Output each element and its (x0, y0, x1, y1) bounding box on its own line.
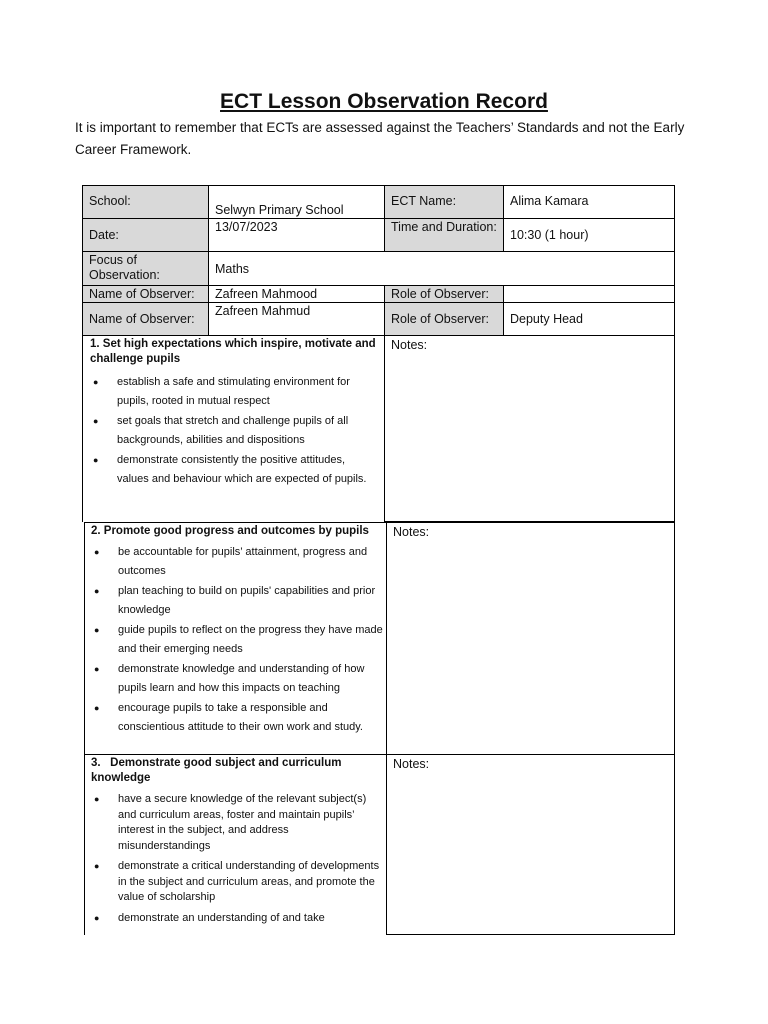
standard-1-section (82, 335, 385, 522)
standard-2-list (91, 543, 383, 736)
time-value-cell (503, 218, 675, 252)
list-item: ● encourage pupils to take a responsible and conscientious attitude to their own work and study. (91, 699, 383, 736)
list-item: ● have a secure knowledge of the relevant subject(s) and curriculum areas, foster and maintain pupils’ interest in the subject, and address misunderstandings (91, 792, 383, 854)
observer1-label-cell (82, 285, 209, 303)
list-item: ● plan teaching to build on pupils' capabilities and prior knowledge (91, 582, 383, 619)
list-item: ● demonstrate an understanding of and take (91, 911, 383, 927)
focus-label-cell (82, 251, 209, 286)
standard-2-section (84, 522, 387, 755)
role1-label: Role of Observer: (391, 287, 489, 301)
standard-1-notes-label: Notes: (391, 338, 428, 352)
standard-2-notes-label: Notes: (393, 525, 430, 539)
list-item: ● be accountable for pupils’ attainment, progress and outcomes (91, 543, 383, 580)
standard-1-heading: 1. Set high expectations which inspire, motivate and challenge pupils (90, 338, 376, 365)
standard-2-notes-box[interactable] (386, 522, 675, 755)
list-item: ● establish a safe and stimulating environment for pupils, rooted in mutual respect (90, 373, 379, 410)
observer1-value-cell (208, 285, 385, 303)
school-value-cell (208, 185, 385, 219)
observer2-value-cell (208, 302, 385, 336)
ect-name-label: ECT Name: (391, 194, 457, 208)
date-value: 13/07/2023 (215, 220, 278, 234)
time-label: Time and Duration: (391, 220, 497, 234)
observer1-label: Name of Observer: (89, 287, 195, 301)
observer2-value: Zafreen Mahmud (215, 304, 311, 318)
observer2-label: Name of Observer: (89, 312, 195, 326)
school-label: School: (89, 194, 131, 208)
date-label-cell (82, 218, 209, 252)
role2-label-cell (384, 302, 504, 336)
list-item: ● demonstrate knowledge and understanding of how pupils learn and how this impacts on teaching (91, 660, 383, 697)
date-label: Date: (89, 228, 119, 242)
date-value-cell (208, 218, 385, 252)
standard-3-notes-label: Notes: (393, 757, 430, 771)
list-item: ● guide pupils to reflect on the progress they have made and their emerging needs (91, 621, 383, 658)
role1-label-cell (384, 285, 504, 303)
time-value: 10:30 (1 hour) (510, 228, 589, 242)
role2-value-cell (503, 302, 675, 336)
observer1-value: Zafreen Mahmood (215, 287, 318, 301)
standard-3-list (91, 792, 383, 926)
focus-value-cell (208, 251, 675, 286)
role2-label: Role of Observer: (391, 312, 489, 326)
standard-3-heading: 3. Demonstrate good subject and curriculum knowledge (91, 757, 342, 784)
standard-3-notes-box[interactable] (386, 754, 675, 935)
observer2-label-cell (82, 302, 209, 336)
focus-value: Maths (215, 262, 250, 276)
standard-3-section (84, 754, 387, 935)
ect-name-label-cell (384, 185, 504, 219)
role2-value: Deputy Head (510, 312, 583, 326)
ect-name-value: Alima Kamara (510, 194, 589, 208)
time-label-cell (384, 218, 504, 252)
list-item: ● demonstrate consistently the positive attitudes, values and behaviour which are expected of pupils. (90, 451, 379, 488)
ect-name-value-cell (503, 185, 675, 219)
list-item: ● set goals that stretch and challenge pupils of all backgrounds, abilities and dispositions (90, 412, 379, 449)
role1-value-cell (503, 285, 675, 303)
standard-1-list (90, 373, 379, 488)
school-label-cell (82, 185, 209, 219)
list-item: ● demonstrate a critical understanding of developments in the subject and curriculum areas, and promote the value of scholarship (91, 859, 383, 906)
school-value: Selwyn Primary School (215, 203, 344, 217)
standard-1-notes-box[interactable] (384, 335, 675, 522)
standard-2-heading: 2. Promote good progress and outcomes by pupils (91, 525, 369, 537)
intro-text: It is important to remember that ECTs are assessed against the Teachers’ Standards and not the Early Career Framework. (75, 120, 685, 157)
focus-label: Focus of Observation: (89, 253, 160, 282)
page-title: ECT Lesson Observation Record (220, 90, 548, 113)
